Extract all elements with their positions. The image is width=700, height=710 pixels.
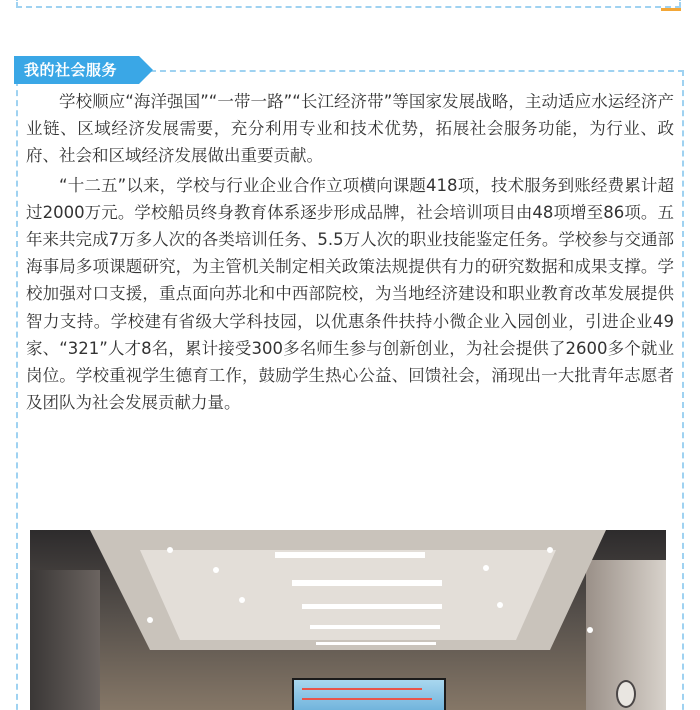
screen-banner-line: [302, 698, 432, 700]
conference-room-photo: [30, 530, 666, 710]
paragraph-achievements: “十二五”以来，学校与行业企业合作立项横向课题418项，技术服务到账经费累计超过2000万元。学校船员终身教育体系逐步形成品牌，社会培训项目由48项增至86项。五年来共完成7万多人次的各类培训任务、5.5万人次的职业技能鉴定任务。学校参与交通部海事局多项课题研究，为主管机关制定相关政策法规提供有力的研究数据和成果支撑。学校加强对口支援，重点面向苏北和中西部院校，为当地经济建设和职业教育改革发展提供智力支持。学校建有省级大学科技园，以优惠条件扶持小微企业入园创业，引进企业49家、“321”人才8名，累计接受300多名师生参与创新创业，为社会提供了2600多个就业岗位。学校重视学生德育工作，鼓励学生热心公益、回馈社会，涌现出一大批青年志愿者及团队为社会发展贡献力量。: [26, 175, 674, 413]
decorative-accent-line: [661, 0, 681, 11]
section-body: [26, 88, 674, 416]
screen-banner-line: [302, 688, 422, 690]
wall-clock-icon: [616, 680, 636, 708]
photo-ceiling-lights: [30, 530, 666, 680]
section-heading: 我的社会服务: [14, 56, 139, 84]
paragraph-intro: 学校顺应“海洋强国”“一带一路”“长江经济带”等国家发展战略，主动适应水运经济产业链、区域经济发展需要，充分利用专业和技术优势，拓展社会服务功能，为行业、政府、社会和区域经济发展做出重要贡献。: [26, 92, 674, 166]
section-heading-wrap: [14, 56, 139, 84]
previous-section-box-edge: [16, 0, 681, 8]
projection-screen: [292, 678, 446, 710]
heading-divider-line: [150, 70, 684, 72]
